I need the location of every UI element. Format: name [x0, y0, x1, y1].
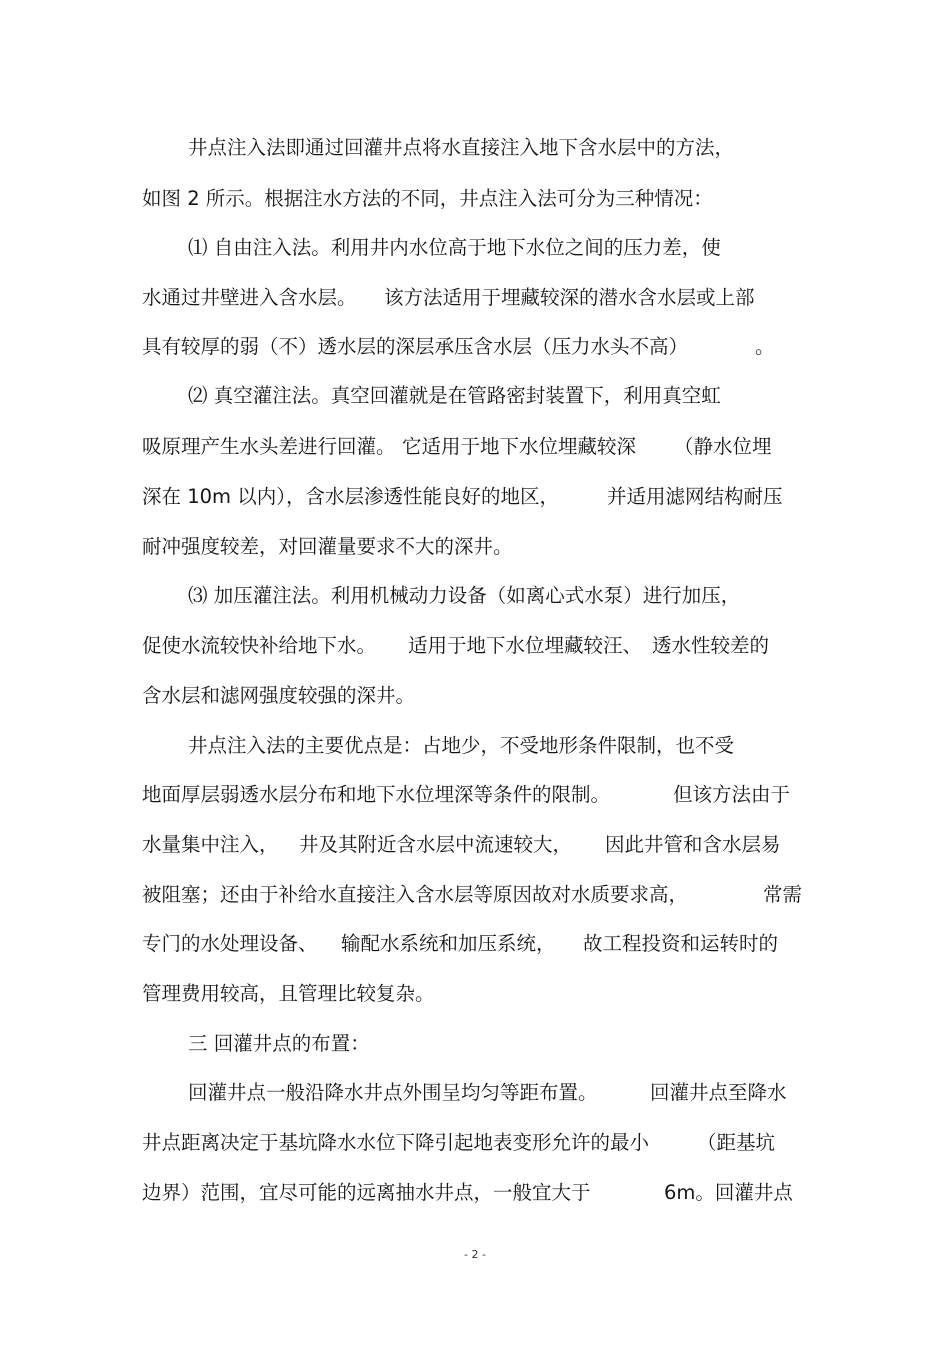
text-segment: 输配水系统和加压系统，: [341, 932, 556, 955]
text-line: [0, 929, 950, 959]
text-segment: ⑶ 加压灌注法。利用机械动力设备（如离心式水泵）进行加压，: [188, 584, 741, 607]
text-segment: ⑵ 真空灌注法。真空回灌就是在管路密封装置下，利用真空虹: [188, 384, 721, 407]
text-segment: 地面厚层弱透水层分布和地下水位埋深等条件的限制。: [142, 783, 611, 806]
text-line: [0, 1128, 950, 1158]
text-segment: 井点距离决定于基坑降水水位下降引起地表变形允许的最小: [142, 1131, 650, 1154]
text-segment: 该方法适用于埋藏较深的潜水含水层或上部: [384, 286, 755, 309]
text-segment: 促使水流较快补给地下水。: [142, 634, 377, 657]
text-line: [0, 283, 950, 313]
text-segment: 水通过井壁进入含水层。: [142, 286, 357, 309]
text-line: [0, 780, 950, 810]
text-segment: 被阻塞；还由于补给水直接注入含水层等原因故对水质要求高，: [142, 883, 689, 906]
text-line: [0, 381, 950, 411]
text-line: [0, 631, 950, 661]
text-segment: 边界）范围，宜尽可能的远离抽水井点，一般宜大于: [142, 1181, 591, 1204]
text-segment: 耐冲强度较差，对回灌量要求不大的深井。: [142, 535, 513, 558]
text-line: [0, 133, 950, 163]
text-segment: 深在 10m 以内），含水层渗透性能良好的地区，: [142, 485, 559, 508]
text-segment: ⑴ 自由注入法。利用井内水位高于地下水位之间的压力差，使: [188, 236, 721, 259]
text-segment: 井点注入法的主要优点是：占地少，不受地形条件限制，也不受: [188, 734, 735, 757]
text-line: [0, 1078, 950, 1108]
text-line: [0, 830, 950, 860]
text-segment: 因此井管和含水层易: [605, 833, 781, 856]
text-line: [0, 681, 950, 711]
text-segment: 吸原理产生水头差进行回灌。: [142, 435, 396, 458]
text-segment: 水量集中注入，: [142, 833, 279, 856]
text-line: [0, 581, 950, 611]
text-segment: 适用于地下水位埋藏较汪、: [408, 634, 643, 657]
text-segment: 故工程投资和运转时的: [583, 932, 779, 955]
text-segment: 。: [755, 335, 775, 358]
text-line: [0, 332, 950, 362]
text-segment: 含水层和滤网强度较强的深井。: [142, 684, 416, 707]
text-segment: 井点注入法即通过回灌井点将水直接注入地下含水层中的方法，: [188, 136, 735, 159]
page-number: - 2 -: [464, 1248, 486, 1261]
text-segment: 常需: [763, 883, 803, 906]
text-segment: 井及其附近含水层中流速较大，: [299, 833, 573, 856]
text-segment: 三 回灌井点的布置：: [188, 1032, 370, 1055]
text-line: [0, 233, 950, 263]
text-segment: 具有较厚的弱（不）透水层的深层承压含水层（压力水头不高）: [142, 335, 689, 358]
text-segment: 专门的水处理设备、: [142, 932, 318, 955]
text-segment: 管理费用较高，且管理比较复杂。: [142, 982, 435, 1005]
text-segment: （静水位埋: [674, 435, 772, 458]
text-segment: 并适用滤网结构耐压: [607, 485, 783, 508]
text-line: [0, 482, 950, 512]
text-segment: 但该方法由于: [673, 783, 791, 806]
text-line: [0, 731, 950, 761]
text-segment: （距基坑: [697, 1131, 776, 1154]
text-segment: 回灌井点至降水: [650, 1081, 787, 1104]
text-line: [0, 1178, 950, 1208]
text-line: [0, 979, 950, 1009]
text-segment: 透水性较差的: [652, 634, 770, 657]
text-line: [0, 184, 950, 214]
text-segment: 它适用于地下水位埋藏较深: [402, 435, 637, 458]
text-segment: 6m。回灌井点: [664, 1181, 793, 1204]
text-line: [0, 532, 950, 562]
text-segment: 回灌井点一般沿降水井点外围呈均匀等距布置。: [188, 1081, 598, 1104]
text-segment: 如图 2 所示。根据注水方法的不同，井点注入法可分为三种情况：: [142, 187, 713, 210]
text-line: [0, 880, 950, 910]
text-line: [0, 1029, 950, 1059]
text-line: [0, 432, 950, 462]
